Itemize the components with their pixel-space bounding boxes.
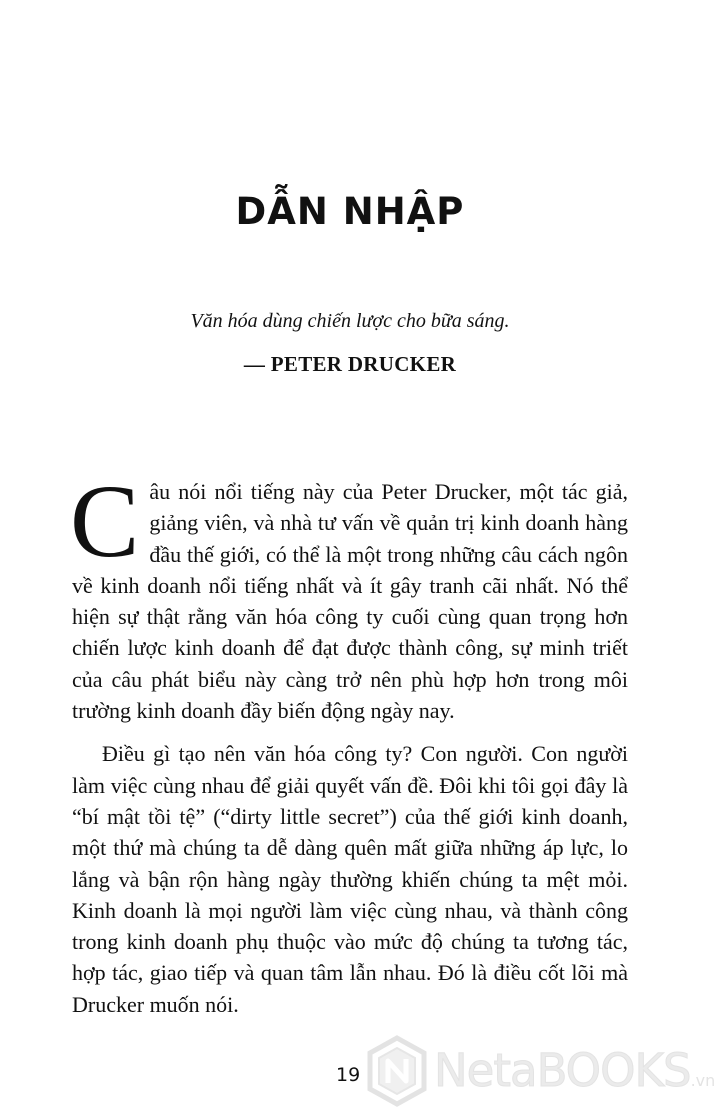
paragraph-1: [70, 464, 628, 726]
netabooks-logo-icon: [366, 1036, 428, 1106]
watermark-brand: NetaBOOKS.vn: [434, 1044, 715, 1097]
paragraph-1-text: âu nói nổi tiếng này của Peter Drucker, một tác giả, giảng viên, và nhà tư vấn về quản trị kinh doanh hàng đầu thế giới, có thể là một trong những câu cách ngôn về kinh doanh nổi tiếng nhất và ít gây tranh cãi nhất. Nó thể hiện sự thật rằng văn hóa công ty cuối cùng quan trọng hơn chiến lược kinh doanh để đạt được thành công, sự minh triết của câu phát biểu này càng trở nên phù hợp hơn trong môi trường kinh doanh đầy biến động ngày nay.: [72, 479, 628, 724]
page-number: 19: [336, 1064, 361, 1086]
chapter-title: DẪN NHẬP: [235, 190, 465, 233]
watermark: [366, 1032, 715, 1110]
paragraph-2: Điều gì tạo nên văn hóa công ty? Con người. Con người làm việc cùng nhau để giải quyết vấn đề. Đôi khi tôi gọi đây là “bí mật tồi tệ” (“dirty little secret”) của thế giới kinh doanh, một thứ mà chúng ta dễ dàng quên mất giữa những áp lực, lo lắng và bận rộn hàng ngày thường khiến chúng ta mệt mỏi. Kinh doanh là mọi người làm việc cùng nhau, và thành công trong kinh doanh phụ thuộc vào mức độ chúng ta tương tác, hợp tác, giao tiếp và quan tâm lẫn nhau. Đó là điều cốt lõi mà Drucker muốn nói.: [72, 741, 628, 1017]
body-text: [70, 464, 628, 1020]
watermark-suffix: .vn: [690, 1071, 715, 1090]
epigraph-author: — PETER DRUCKER: [243, 352, 457, 376]
epigraph-quote: Văn hóa dùng chiến lược cho bữa sáng.: [190, 310, 510, 332]
drop-cap: C: [70, 464, 140, 579]
